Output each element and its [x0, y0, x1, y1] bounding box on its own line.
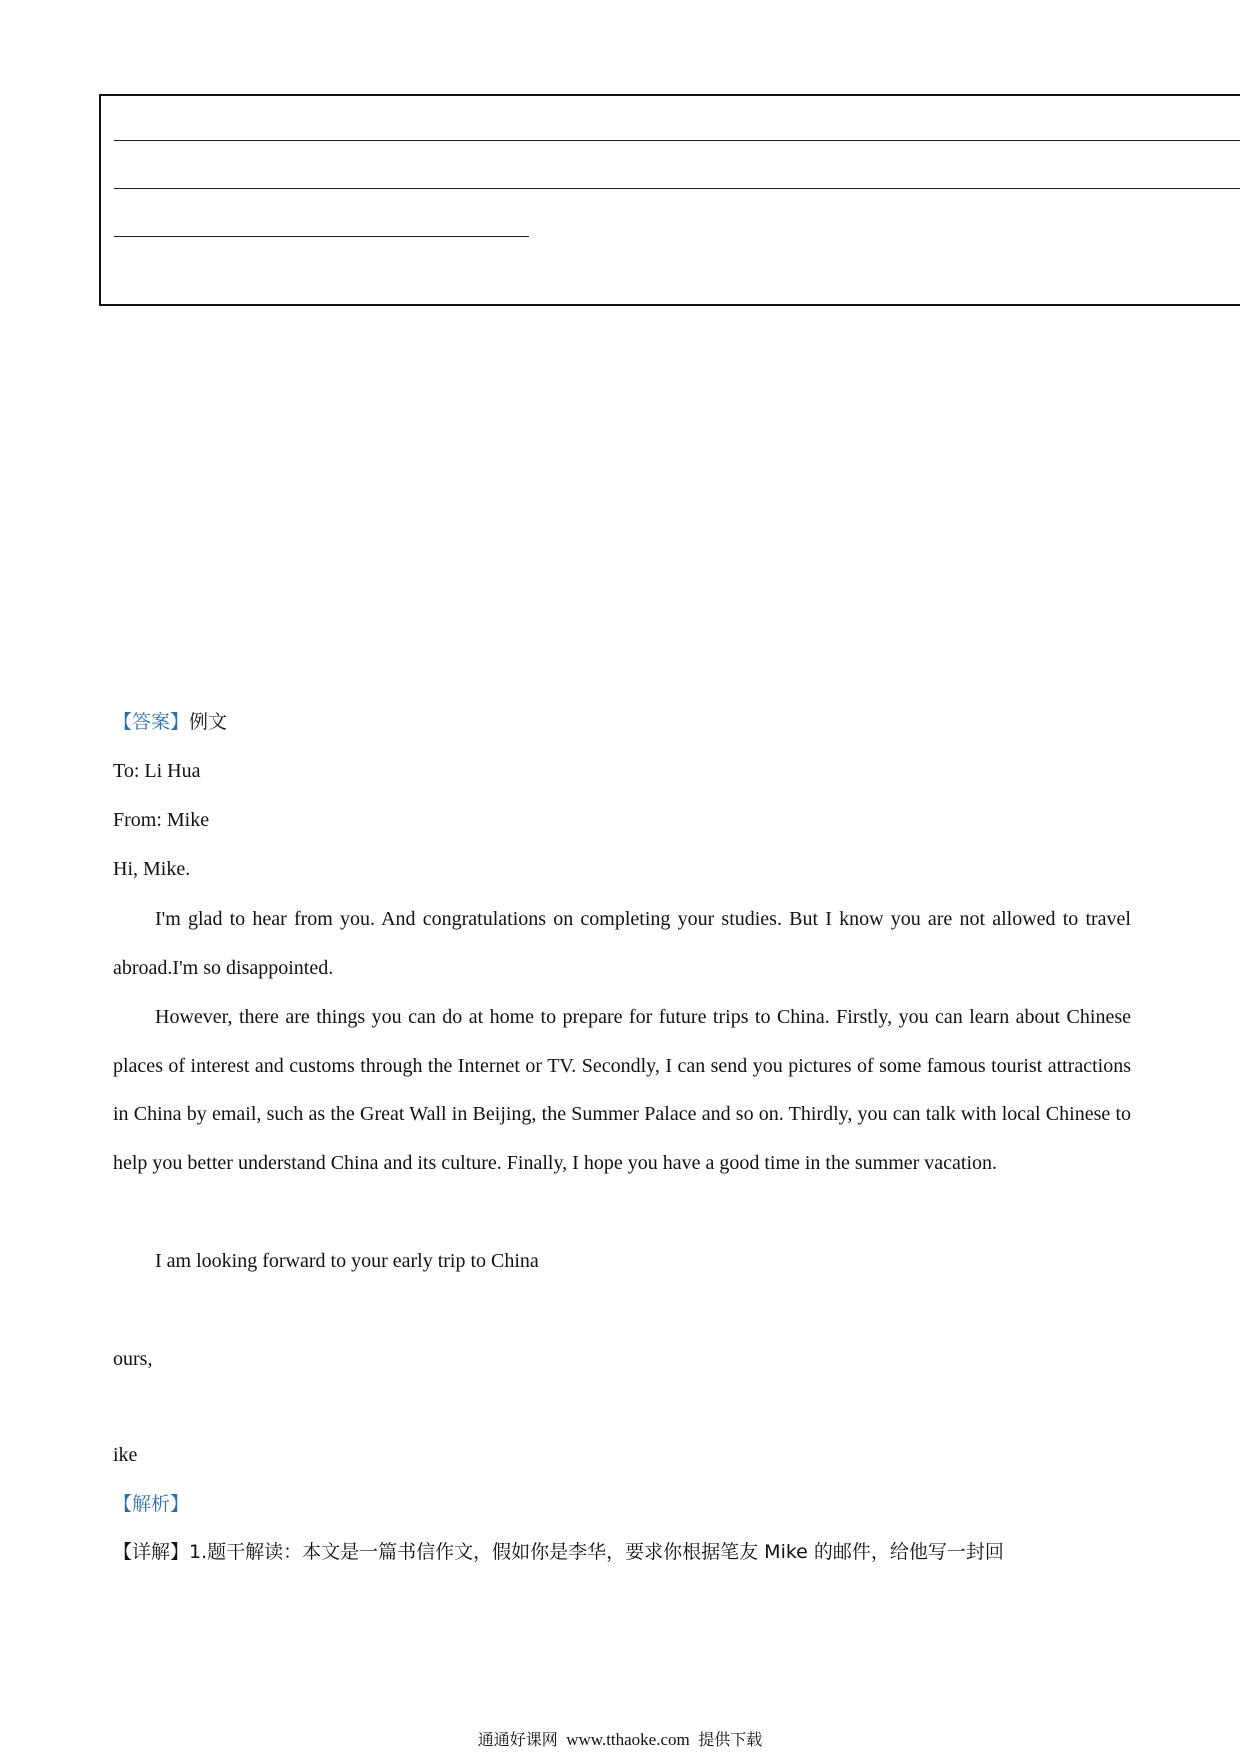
letter-paragraph-1: I'm glad to hear from you. And congratulations on completing your studies. But I know you are not allowed to travel abroad.I'm so disappointed. — [113, 908, 1131, 979]
letter-closing: ours, — [113, 1348, 153, 1370]
answer-tag: 【答案】 — [113, 711, 190, 733]
writing-line — [114, 140, 1240, 141]
footer-url: www.tthaoke.com — [566, 1730, 690, 1749]
answer-label: 例文 — [189, 711, 228, 733]
detail-line — [113, 1538, 1004, 1566]
footer-suffix: 提供下载 — [698, 1730, 763, 1749]
analysis-heading — [113, 1490, 189, 1518]
analysis-tag: 【解析】 — [113, 1493, 190, 1515]
letter-greeting: Hi, Mike. — [113, 858, 191, 880]
letter-to: To: Li Hua — [113, 760, 201, 782]
detail-text: 1.题干解读：本文是一篇书信作文，假如你是李华，要求你根据笔友 Mike 的邮件，给他写一封回 — [189, 1541, 1004, 1563]
detail-tag: 【详解】 — [113, 1541, 190, 1563]
letter-paragraph-3: I am looking forward to your early trip to China — [155, 1250, 539, 1272]
letter-paragraph-2: However, there are things you can do at home to prepare for future trips to China. Firstly, you can learn about Chinese places of interest and customs through the Internet or TV. Secondly, I can send you pictures of some famous tourist attractions in China by email, such as the Great Wall in Beijing, the Summer Palace and so on. Thirdly, you can talk with local Chinese to help you better understand China and its culture. Finally, I hope you have a good time in the summer vacation. — [113, 1006, 1131, 1175]
writing-line — [114, 188, 1240, 189]
answer-heading — [113, 708, 227, 736]
writing-answer-box — [99, 94, 1240, 306]
letter-signature: ike — [113, 1444, 138, 1466]
page-footer — [0, 1728, 1240, 1752]
footer-site-name: 通通好课网 — [477, 1730, 558, 1749]
writing-line — [114, 236, 529, 237]
letter-from: From: Mike — [113, 809, 210, 831]
